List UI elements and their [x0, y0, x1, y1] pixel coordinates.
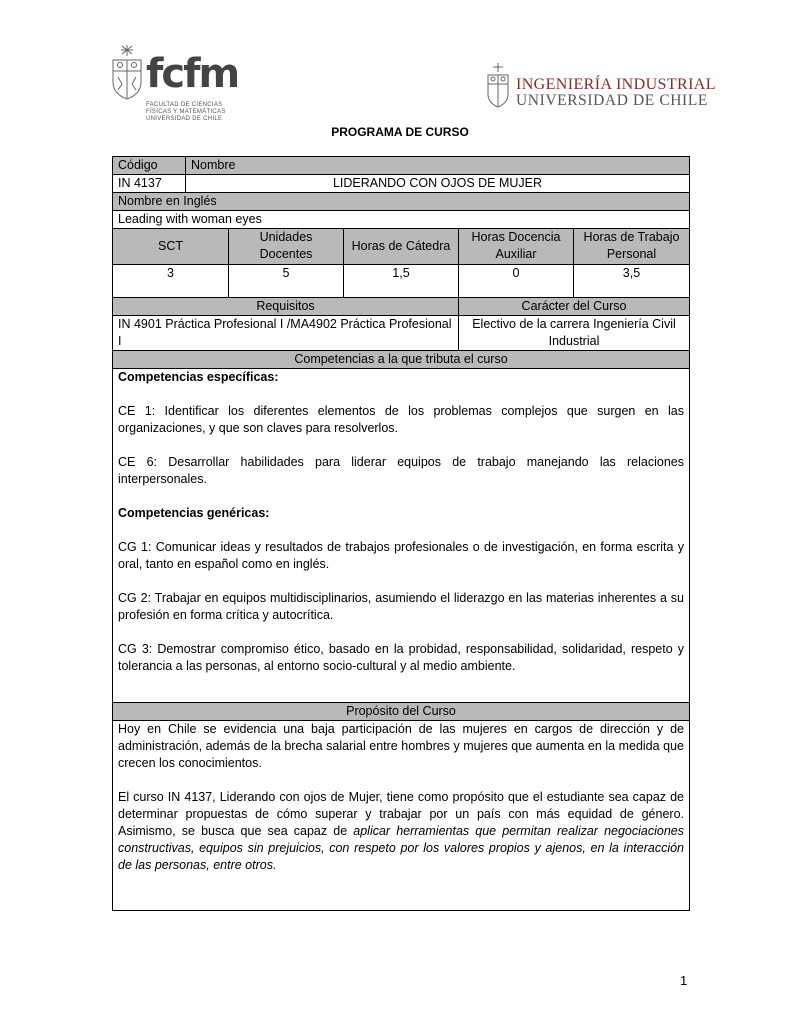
proposito-section-header: Propósito del Curso — [113, 703, 690, 721]
competencia-ce6: CE 6: Desarrollar habilidades para liderar equipos de trabajo manejando las relaciones interpersonales. — [118, 455, 684, 486]
col-horas-personal: Horas de Trabajo Personal — [574, 229, 690, 265]
col-horas-auxiliar: Horas Docencia Auxiliar — [459, 229, 574, 265]
requisitos-value: IN 4901 Práctica Profesional I /MA4902 Práctica Profesional I — [113, 316, 459, 351]
nombre-label: Nombre — [186, 157, 690, 175]
competencias-body — [113, 369, 690, 703]
value-sct: 3 — [113, 265, 229, 298]
col-sct: SCT — [113, 229, 229, 265]
col-unidades-docentes: Unidades Docentes — [229, 229, 344, 265]
university-seal-icon — [110, 44, 144, 100]
proposito-paragraph-2 — [118, 789, 684, 874]
proposito-paragraph-1: Hoy en Chile se evidencia una baja participación de las mujeres en cargos de dirección y de administración, además de la brecha salarial entre hombres y mujeres que aumenta en la medida que crecen los conocimientos. — [118, 722, 684, 770]
col-horas-catedra: Horas de Cátedra — [344, 229, 459, 265]
competencias-section-header: Competencias a la que tributa el curso — [113, 351, 690, 369]
fcfm-subtitle: FACULTAD DE CIENCIAS FÍSICAS Y MATEMÁTICAS UNIVERSIDAD DE CHILE — [146, 102, 226, 122]
proposito-paragraph-2-plain: El curso IN 4137, Liderando con ojos de Mujer, tiene como propósito que el estudiante sea capaz de determinar propuestas de cómo superar y trabajar por un país con más equidad de género. Asimismo, se busca que sea capaz de — [118, 790, 684, 838]
competencia-ce1: CE 1: Identificar los diferentes elementos de los problemas complejos que surgen en las organizaciones, y que son claves para resolverlos. — [118, 404, 684, 435]
ingenieria-industrial-logo — [486, 62, 716, 109]
value-horas-catedra: 1,5 — [344, 265, 459, 298]
caracter-label: Carácter del Curso — [459, 298, 690, 316]
page-number: 1 — [680, 973, 688, 988]
logo-line-2: UNIVERSIDAD DE CHILE — [516, 92, 708, 109]
university-seal-icon — [486, 62, 510, 108]
nombre-ingles-label: Nombre en Inglés — [113, 193, 690, 211]
competencia-cg1: CG 1: Comunicar ideas y resultados de trabajos profesionales o de investigación, en forma escrita y oral, tanto en español como en inglés. — [118, 540, 684, 571]
fcfm-logo — [110, 44, 239, 126]
course-program-table — [112, 156, 690, 911]
codigo-label: Código — [113, 157, 186, 175]
course-name: LIDERANDO CON OJOS DE MUJER — [186, 175, 690, 193]
competencia-cg2: CG 2: Trabajar en equipos multidisciplinarios, asumiendo el liderazgo en las materias inherentes a su profesión en forma crítica y autocrítica. — [118, 591, 684, 622]
proposito-paragraph-2-italic: aplicar herramientas que permitan realizar negociaciones constructivas, equipos sin prejuicios, con respeto por los valores propios y ajenos, en la interacción de las personas, entre otros. — [118, 824, 684, 872]
proposito-body — [113, 721, 690, 911]
requisitos-label: Requisitos — [113, 298, 459, 316]
value-horas-auxiliar: 0 — [459, 265, 574, 298]
caracter-value: Electivo de la carrera Ingeniería Civil Industrial — [459, 316, 690, 351]
competencias-especificas-label: Competencias específicas: — [118, 370, 279, 384]
competencia-cg3: CG 3: Demostrar compromiso ético, basado en la probidad, responsabilidad, solidaridad, respeto y tolerancia a las personas, al entorno socio-cultural y al medio ambiente. — [118, 642, 684, 673]
logo-line-1: INGENIERÍA INDUSTRIAL — [516, 76, 716, 93]
value-horas-personal: 3,5 — [574, 265, 690, 298]
course-code: IN 4137 — [113, 175, 186, 193]
fcfm-wordmark: fcfm — [146, 51, 239, 97]
competencias-genericas-label: Competencias genéricas: — [118, 506, 270, 520]
document-title: PROGRAMA DE CURSO — [331, 125, 469, 139]
course-name-english: Leading with woman eyes — [113, 211, 690, 229]
value-unidades-docentes: 5 — [229, 265, 344, 298]
